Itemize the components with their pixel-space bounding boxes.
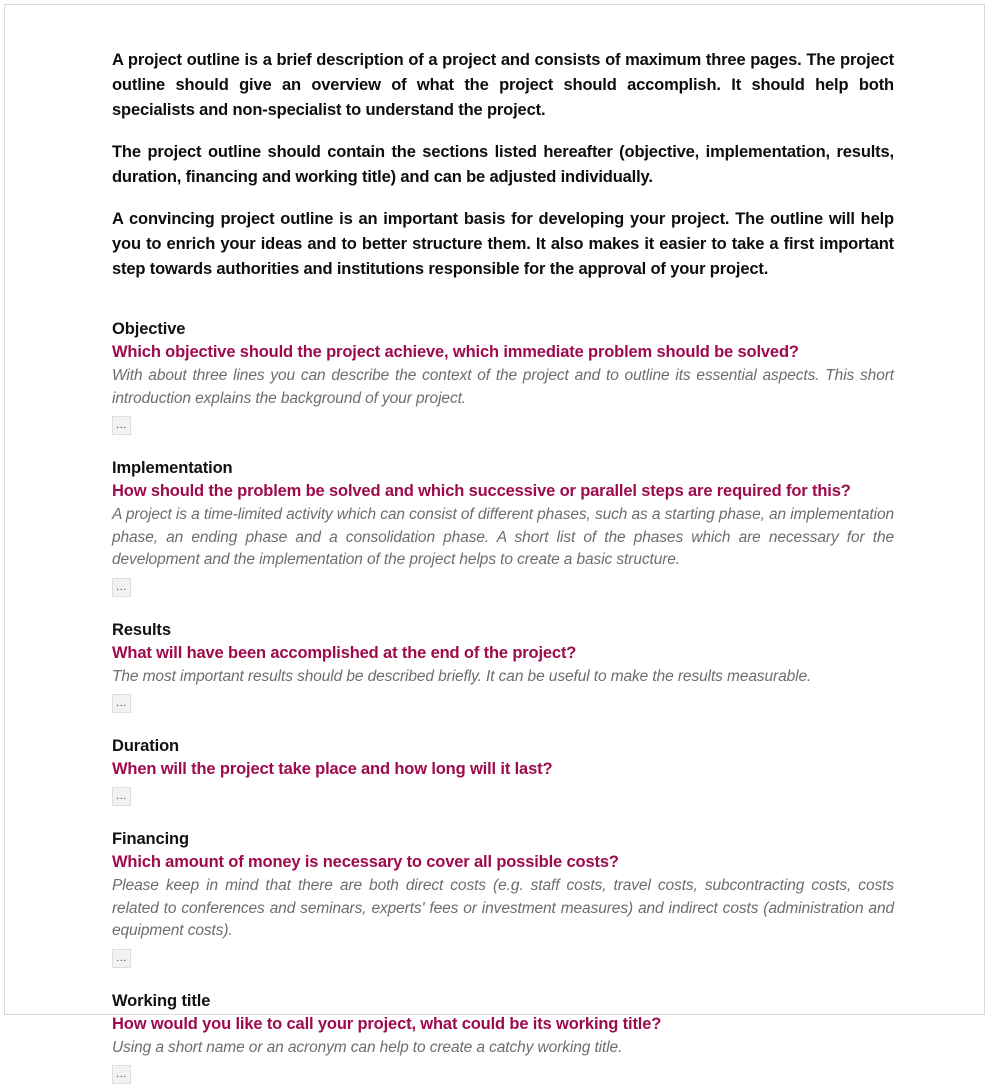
section-hint: A project is a time-limited activity which can consist of different phases, such as a starting phase, an implementation phase, an ending phase and a consolidation phase. A short list of the phases which are necessary for the development and the implementation of the project helps to create a basic structure. bbox=[112, 504, 894, 572]
document-page-sheet bbox=[4, 4, 985, 1015]
ellipsis-icon: ... bbox=[116, 1069, 127, 1083]
section-question: How would you like to call your project, what could be its working title? bbox=[112, 1013, 894, 1036]
section-hint: Using a short name or an acronym can help to create a catchy working title. bbox=[112, 1037, 894, 1060]
section-hint: Please keep in mind that there are both direct costs (e.g. staff costs, travel costs, subcontracting costs, costs related to conferences and seminars, experts' fees or investment measures) and indirect costs (administration and equipment costs). bbox=[112, 875, 894, 943]
section-question: Which amount of money is necessary to cover all possible costs? bbox=[112, 851, 894, 874]
section-working-title bbox=[112, 990, 894, 1084]
section-results bbox=[112, 619, 894, 714]
section-heading: Duration bbox=[112, 735, 894, 757]
section-objective bbox=[112, 318, 894, 435]
document-body bbox=[112, 48, 894, 1084]
ellipsis-icon: ... bbox=[116, 582, 127, 596]
section-heading: Implementation bbox=[112, 457, 894, 479]
ellipsis-icon: ... bbox=[116, 953, 127, 967]
section-implementation bbox=[112, 457, 894, 597]
answer-field-working-title[interactable] bbox=[112, 1065, 131, 1084]
intro-paragraph-3: A convincing project outline is an important basis for developing your project. The outline will help you to enrich your ideas and to better structure them. It also makes it easier to take a first important step towards authorities and institutions responsible for the approval of your project. bbox=[112, 207, 894, 282]
section-heading: Objective bbox=[112, 318, 894, 340]
section-hint: The most important results should be described briefly. It can be useful to make the results measurable. bbox=[112, 666, 894, 689]
ellipsis-icon: ... bbox=[116, 791, 127, 805]
answer-field-implementation[interactable] bbox=[112, 578, 131, 597]
section-duration bbox=[112, 735, 894, 806]
section-question: Which objective should the project achieve, which immediate problem should be solved? bbox=[112, 341, 894, 364]
ellipsis-icon: ... bbox=[116, 420, 127, 434]
introduction-block bbox=[112, 48, 894, 282]
section-heading: Working title bbox=[112, 990, 894, 1012]
answer-field-results[interactable] bbox=[112, 694, 131, 713]
answer-field-financing[interactable] bbox=[112, 949, 131, 968]
section-question: What will have been accomplished at the end of the project? bbox=[112, 642, 894, 665]
answer-field-objective[interactable] bbox=[112, 416, 131, 435]
answer-field-duration[interactable] bbox=[112, 787, 131, 806]
section-heading: Financing bbox=[112, 828, 894, 850]
section-financing bbox=[112, 828, 894, 968]
intro-paragraph-2: The project outline should contain the sections listed hereafter (objective, implementation, results, duration, financing and working title) and can be adjusted individually. bbox=[112, 140, 894, 190]
section-hint: With about three lines you can describe the context of the project and to outline its essential aspects. This short introduction explains the background of your project. bbox=[112, 365, 894, 410]
section-question: When will the project take place and how long will it last? bbox=[112, 758, 894, 781]
intro-paragraph-1: A project outline is a brief description of a project and consists of maximum three pages. The project outline should give an overview of what the project should accomplish. It should help both specialists and non-specialist to understand the project. bbox=[112, 48, 894, 123]
section-question: How should the problem be solved and which successive or parallel steps are required for this? bbox=[112, 480, 894, 503]
section-heading: Results bbox=[112, 619, 894, 641]
ellipsis-icon: ... bbox=[116, 698, 127, 712]
